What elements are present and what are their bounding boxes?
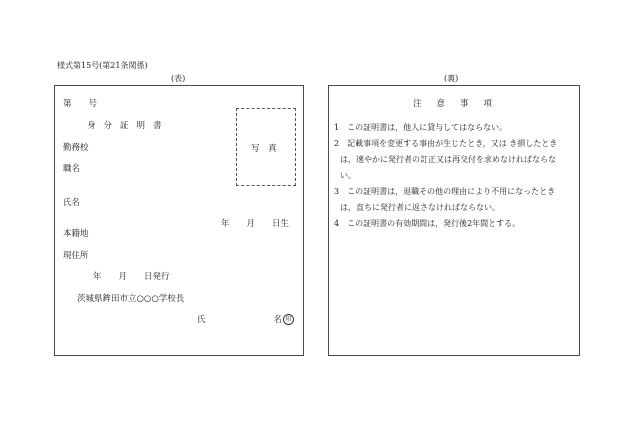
front-side-heading: (表): [171, 74, 186, 83]
address-label: 現住所: [63, 251, 89, 261]
note-4: 4 この証明書の有効期間は，発行後2年間とする。: [334, 219, 521, 228]
note-2-line-1: 2 記載事項を変更する事由が生じたとき，又は き損したとき: [334, 139, 558, 148]
issuer-name: 茨城県鉾田市立○○○学校長: [77, 294, 185, 304]
birth-date-line: 年 月 日生: [221, 219, 290, 229]
domicile-label: 本籍地: [63, 229, 89, 239]
name-label: 氏名: [63, 198, 81, 208]
notes-title: 注意事項: [413, 99, 508, 109]
signature-line: [197, 313, 294, 325]
photo-label: 写 真: [251, 144, 277, 154]
certificate-number-label: 第 号: [63, 99, 98, 109]
back-side-heading: (裏): [444, 74, 459, 83]
seal-icon: 印: [283, 314, 294, 325]
issue-date-line: 年 月 日発行: [93, 272, 170, 282]
certificate-title: 身分証明書: [87, 121, 170, 131]
note-1: 1 この証明書は，他人に貸与してはならない。: [334, 123, 508, 132]
school-label: 勤務校: [63, 143, 89, 153]
form-number-header: 様式第15号(第21条関係): [57, 61, 148, 70]
front-card: [54, 85, 304, 356]
note-2-line-2: は，速やかに発行者の訂正又は再交付を求めなければならな: [340, 155, 556, 164]
signature-label: 氏 名: [197, 315, 283, 325]
note-2-line-3: い。: [340, 171, 356, 180]
note-3-line-1: 3 この証明書は，退職その他の理由により不用になったとき: [334, 187, 556, 196]
position-label: 職名: [63, 164, 81, 174]
photo-area: [236, 108, 296, 186]
back-card: [328, 85, 580, 356]
note-3-line-2: は，直ちに発行者に返さなければならない。: [340, 203, 500, 212]
